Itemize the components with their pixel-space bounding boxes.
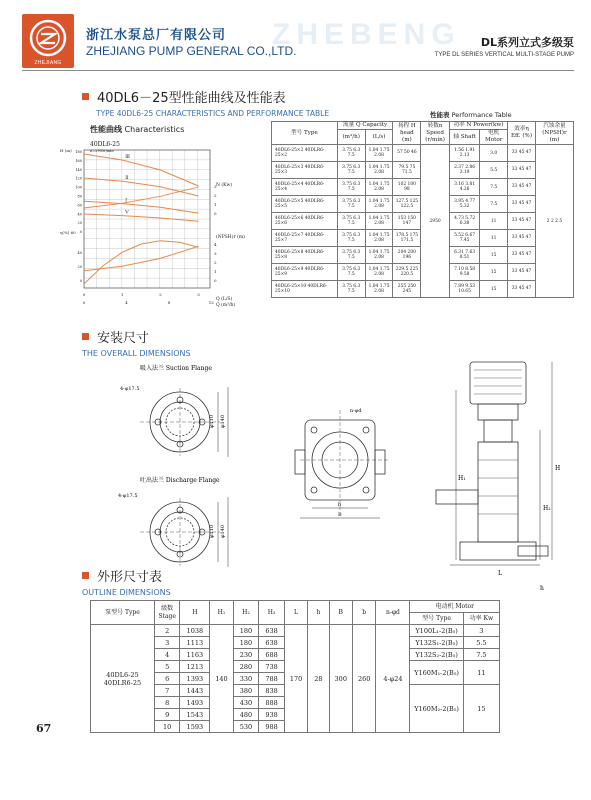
head-tick: 80 <box>77 194 82 199</box>
bullet-icon <box>82 572 89 579</box>
installation-drawings <box>100 360 570 595</box>
dims-cell: 938 <box>259 709 285 721</box>
head-tick: 180 <box>75 150 82 154</box>
perf-cell: 204 200 196 <box>393 247 421 264</box>
perf-cell: 1.04 1.75 2.08 <box>365 230 393 247</box>
perf-cell: 1.04 1.75 2.08 <box>365 281 393 298</box>
npsh-tick: 0 <box>214 278 217 283</box>
section-overall-title <box>82 326 191 358</box>
perf-cell: 5.5 <box>480 162 508 179</box>
dims-header-motor-kw: 功率 Kw <box>463 613 499 625</box>
brand-watermark: ZHEBENG <box>272 18 461 51</box>
perf-cell: 33 45 47 <box>508 145 536 162</box>
perf-cell: 11 <box>480 213 508 230</box>
dims-cell: 6 <box>154 673 180 685</box>
x-tick-m3h: 8 <box>167 300 171 305</box>
dims-cell: 180 <box>233 625 259 637</box>
dim-b-label: b <box>338 502 342 508</box>
power-tick: 1 <box>214 202 217 207</box>
axis-label-q-m3h: Q (m³/h) <box>216 303 236 308</box>
dims-cell: 988 <box>259 721 285 733</box>
dims-header-b: b <box>352 601 375 625</box>
eff-tick: 0 <box>79 279 82 283</box>
perf-cell: 7.10 8.58 9.58 <box>449 264 479 281</box>
perf-cell: 7.5 <box>480 179 508 196</box>
perf-cell: 3.75 6.3 7.5 <box>337 281 365 298</box>
dims-header-H1: H₁ <box>210 601 233 625</box>
chart-subtitle: n=2900r/min <box>90 149 114 153</box>
power-tick: 2 <box>214 193 217 198</box>
logo-subtitle: ZHEJIANG <box>34 60 62 66</box>
dims-cell: 140 <box>210 625 233 733</box>
dims-cell: 1543 <box>180 709 210 721</box>
perf-cell: 40DL6-25×3 40DLR6-25×3 <box>272 162 338 179</box>
dims-cell: 10 <box>154 721 180 733</box>
perf-cell: 4.73 5.72 6.38 <box>449 213 479 230</box>
dims-cell: 3 <box>154 637 180 649</box>
perf-cell: 33 45 47 <box>508 264 536 281</box>
dims-cell: 230 <box>233 649 259 661</box>
dim-H1-label: H₁ <box>458 475 466 482</box>
dims-cell: 638 <box>259 625 285 637</box>
head-tick: 140 <box>75 167 82 172</box>
perf-cell: 5.52 6.67 7.45 <box>449 230 479 247</box>
dims-header-type: 泵型号 Type <box>91 601 155 625</box>
section-title-en: TYPE 40DL6-25 CHARACTERISTICS AND PERFORMANCE TABLE <box>96 109 330 118</box>
discharge-bolt-spec: 4-φ17.5 <box>118 493 138 499</box>
perf-cell: 40DL6-25×6 40DLR6-25×6 <box>272 213 338 230</box>
perf-cell: 1.04 1.75 2.08 <box>365 196 393 213</box>
perf-cell: 40DL6-25×2 40DLR6-25×2 <box>272 145 338 162</box>
dims-cell: 1593 <box>180 721 210 733</box>
curve-label: Ⅴ <box>125 209 129 216</box>
npsh-tick: 1 <box>214 269 217 274</box>
section-title-cn: 外形尺寸表 <box>97 570 163 585</box>
dims-cell: 3 <box>463 625 499 637</box>
dims-cell: 180 <box>233 637 259 649</box>
perf-cell: 3.0 <box>480 145 508 162</box>
dims-cell: 838 <box>259 685 285 697</box>
perf-cell: 2.37 2.86 3.19 <box>449 162 479 179</box>
chart-text <box>60 141 245 308</box>
series-title-cn: DL系列立式多级泵 <box>480 36 574 49</box>
head-tick: 60 <box>77 203 82 208</box>
perf-cell: 40DL6-25×8 40DLR6-25×8 <box>272 247 338 264</box>
dims-cell: 638 <box>259 637 285 649</box>
dims-cell: 688 <box>259 649 285 661</box>
discharge-dim-140: φ140 <box>220 524 226 538</box>
perf-cell: 40DL6-25×10 40DLR6-25×10 <box>272 281 338 298</box>
perf-cell: 127.5 125 122.5 <box>393 196 421 213</box>
dims-header-B: B <box>329 601 352 625</box>
perf-cell: 57 50 46 <box>393 145 421 162</box>
power-tick: 3 <box>214 184 217 189</box>
dims-table-body <box>91 625 500 733</box>
dims-cell: 530 <box>233 721 259 733</box>
bullet-icon <box>82 93 89 100</box>
head-tick: 160 <box>75 158 82 163</box>
outline-dimensions-table <box>90 600 500 733</box>
axis-label-q-ls: Q (L/S) <box>216 297 233 302</box>
axis-label-eta: η(%) 60 <box>60 230 76 235</box>
perf-cell: 15 <box>480 281 508 298</box>
npsh-tick: 4 <box>214 242 217 247</box>
dim-B-label: B <box>338 512 342 518</box>
perf-cell: 255 250 245 <box>393 281 421 298</box>
section-title-cn: 安装尺寸 <box>97 331 150 346</box>
curve-label: Ⅰ <box>125 197 128 204</box>
head-curve-2 <box>84 201 199 213</box>
eff-tick: 40 <box>77 251 82 255</box>
perf-cell: 7.89 9.53 10.65 <box>449 281 479 298</box>
dims-header-motor-type: 型号 Type <box>410 613 463 625</box>
dims-header-motor: 电动机 Motor <box>410 601 500 613</box>
dims-cell: 430 <box>233 697 259 709</box>
perf-cell: 15 <box>480 264 508 281</box>
npsh-tick: 2 <box>214 260 217 265</box>
bullet-icon <box>82 333 89 340</box>
perf-cell: 40DL6-25×7 40DLR6-25×7 <box>272 230 338 247</box>
dims-header-H3: H₃ <box>259 601 285 625</box>
axis-label-N: N (Kw) <box>216 183 233 188</box>
dims-cell: Y132S₂-2(B₅) <box>410 649 463 661</box>
perf-cell: 33 45 47 <box>508 179 536 196</box>
dims-cell: Y132S₁-2(B₅) <box>410 637 463 649</box>
dims-cell: 1213 <box>180 661 210 673</box>
perf-cell: 15 <box>480 247 508 264</box>
dims-header-H2: H₂ <box>233 601 259 625</box>
perf-table-label <box>430 110 512 119</box>
suction-flange-label: 吸入法兰 Suction Flange <box>140 365 212 372</box>
dims-cell: Y100L₁-2(B₅) <box>410 625 463 637</box>
x-tick-m3h: 0 <box>82 300 86 305</box>
x-tick-ls: 0 <box>82 292 86 297</box>
pump-base-plan-view <box>295 410 390 518</box>
perf-cell: 79.5 75 71.5 <box>393 162 421 179</box>
perf-cell: 3.75 6.3 7.5 <box>337 213 365 230</box>
dims-cell: 7.5 <box>463 649 499 661</box>
dims-header-h: h <box>308 601 329 625</box>
perf-table-label-en: Performance Table <box>451 111 512 119</box>
x-tick-ls: 2 <box>159 292 162 297</box>
axis-label-npsh: (NPSH)r (m) <box>216 235 245 240</box>
head-curve-1 <box>84 178 199 196</box>
perf-table-row <box>272 145 574 162</box>
section-title-cn: 40DL6－25型性能曲线及性能表 <box>97 91 286 106</box>
perf-cell: 3.75 6.3 7.5 <box>337 247 365 264</box>
perf-header-speed: 转数n Speed (r/min) <box>421 122 450 145</box>
dims-cell: 738 <box>259 661 285 673</box>
eff-tick: 20 <box>77 265 82 269</box>
dims-cell: 2 <box>154 625 180 637</box>
series-title-en: TYPE DL SERIES VERTICAL MULTI-STAGE PUMP <box>434 52 574 58</box>
section-outline-title <box>82 565 171 597</box>
perf-cell: 33 45 47 <box>508 162 536 179</box>
perf-cell: 1.04 1.75 2.08 <box>365 247 393 264</box>
perf-cell: 3.75 6.3 7.5 <box>337 162 365 179</box>
dims-cell: 788 <box>259 673 285 685</box>
perf-cell: 3.75 6.3 7.5 <box>337 264 365 281</box>
dims-cell: 280 <box>233 661 259 673</box>
perf-cell: 33 45 47 <box>508 247 536 264</box>
chart-title: 40DL6-25 <box>90 141 120 148</box>
company-name-en: ZHEJIANG PUMP GENERAL CO.,LTD. <box>86 44 297 58</box>
discharge-flange-label: 吐出法兰 Discharge Flange <box>140 477 220 484</box>
perf-header-motor: 电机 Motor <box>480 130 508 145</box>
dims-cell: 888 <box>259 697 285 709</box>
perf-cell: 1.56 1.91 2.13 <box>449 145 479 162</box>
perf-header-capacity: 流量 Q Capacity <box>337 122 393 130</box>
dims-cell: Y160M₂-2(B₅) <box>410 685 463 733</box>
logo-emblem-icon <box>28 18 68 58</box>
company-name-cn: 浙江水泵总厂有限公司 <box>86 28 227 43</box>
base-bolt-spec: n-φd <box>350 408 362 414</box>
suction-dim-110: φ110 <box>209 414 215 428</box>
perf-header-eff: 效率η Eff. (%) <box>508 122 536 145</box>
dims-cell: Y160M₁-2(B₅) <box>410 661 463 685</box>
head-curve-0 <box>84 154 199 186</box>
dims-header-nd: n-φd <box>376 601 410 625</box>
dim-H-label: H <box>555 465 561 472</box>
perf-cell: 33 45 47 <box>508 196 536 213</box>
dims-cell: 1038 <box>180 625 210 637</box>
perf-header-shaft: 轴 Shaft <box>449 130 479 145</box>
perf-table-label-cn: 性能表 <box>430 111 450 119</box>
head-tick: 40 <box>77 212 82 217</box>
dim-H2-label: H₂ <box>543 505 551 512</box>
x-tick-ls: 3 <box>197 292 200 297</box>
power-tick: 0 <box>214 211 217 216</box>
perf-cell: 11 <box>480 230 508 247</box>
dims-cell: 9 <box>154 709 180 721</box>
perf-cell: 102 100 98 <box>393 179 421 196</box>
x-tick-m3h: 12 <box>208 300 214 305</box>
perf-cell: 229.5 225 220.5 <box>393 264 421 281</box>
perf-header-power: 功率 N Power(kw) <box>449 122 507 130</box>
dims-cell: 300 <box>329 625 352 733</box>
dims-cell: 11 <box>463 661 499 685</box>
x-tick-m3h: 4 <box>125 300 128 305</box>
perf-cell: 3.95 4.77 5.32 <box>449 196 479 213</box>
section-performance-title <box>82 86 329 118</box>
curve-label: Ⅱ <box>125 175 129 182</box>
perf-cell: 7.5 <box>480 196 508 213</box>
perf-header-head: 扬程 H head (m) <box>393 122 421 145</box>
section-title-en: OUTLINE DIMENSIONS <box>82 588 171 597</box>
performance-table <box>271 121 574 298</box>
npsh-tick: 3 <box>214 251 217 256</box>
perf-cell: 40DL6-25×4 40DLR6-25×4 <box>272 179 338 196</box>
header-divider <box>22 70 574 71</box>
perf-cell: 1.04 1.75 2.08 <box>365 162 393 179</box>
dims-cell: 330 <box>233 673 259 685</box>
dims-cell: 1443 <box>180 685 210 697</box>
dims-cell: 4-φ24 <box>376 625 410 733</box>
perf-table-body <box>272 145 574 298</box>
perf-cell: 33 45 47 <box>508 213 536 230</box>
dims-cell: 40DL6-25 40DLR6-25 <box>91 625 155 733</box>
power-curve <box>84 187 199 208</box>
dims-cell: 15 <box>463 685 499 733</box>
perf-cell: 1.04 1.75 2.08 <box>365 179 393 196</box>
characteristics-label <box>90 124 184 135</box>
x-tick-ls: 1 <box>120 292 124 297</box>
head-tick: 0 <box>79 230 82 235</box>
discharge-dim-110: φ110 <box>209 524 215 538</box>
perf-cell: 40DL6-25×9 40DLR6-25×9 <box>272 264 338 281</box>
dims-cell: 260 <box>352 625 375 733</box>
perf-cell: 2950 <box>421 145 450 298</box>
perf-cell: 33 45 47 <box>508 230 536 247</box>
dims-cell: 28 <box>308 625 329 733</box>
dims-cell: 170 <box>284 625 307 733</box>
dims-table-row <box>91 625 500 637</box>
dims-cell: 5 <box>154 661 180 673</box>
head-curve-3 <box>84 214 199 221</box>
dims-cell: 1393 <box>180 673 210 685</box>
perf-cell: 6.31 7.63 8.51 <box>449 247 479 264</box>
suction-bolt-spec: 4-φ17.5 <box>120 386 140 392</box>
perf-cell: 3.75 6.3 7.5 <box>337 196 365 213</box>
perf-cell: 33 45 47 <box>508 281 536 298</box>
perf-cell: 1.04 1.75 2.08 <box>365 145 393 162</box>
perf-header-ls: (L/s) <box>365 130 393 145</box>
perf-cell: 1.04 1.75 2.08 <box>365 264 393 281</box>
perf-cell: 3.16 3.81 4.26 <box>449 179 479 196</box>
axis-label-H: H (m) <box>60 148 72 153</box>
page-number: 67 <box>36 722 52 735</box>
performance-chart <box>60 138 268 308</box>
dims-cell: 1493 <box>180 697 210 709</box>
perf-header-type: 型号 Type <box>272 122 338 145</box>
perf-header-m3h: (m³/h) <box>337 130 365 145</box>
perf-cell: 3.75 6.3 7.5 <box>337 230 365 247</box>
head-tick: 20 <box>77 221 82 226</box>
section-title-en: THE OVERALL DIMENSIONS <box>82 349 191 358</box>
dim-h-label: h <box>540 585 544 592</box>
dims-cell: 480 <box>233 709 259 721</box>
perf-cell: 3.75 6.3 7.5 <box>337 145 365 162</box>
dims-cell: 380 <box>233 685 259 697</box>
perf-cell: 3.75 6.3 7.5 <box>337 179 365 196</box>
characteristics-label-cn: 性能曲线 <box>90 125 122 134</box>
characteristics-label-en: Characteristics <box>124 125 185 134</box>
chart-grid <box>84 150 210 288</box>
dims-cell: 1163 <box>180 649 210 661</box>
dims-header-stage: 级数 Stage <box>154 601 180 625</box>
company-logo <box>22 14 74 68</box>
suction-dim-140: φ140 <box>220 414 226 428</box>
page-header <box>22 14 574 70</box>
curve-label: Ⅲ <box>125 154 131 160</box>
perf-cell: 153 150 147 <box>393 213 421 230</box>
perf-cell: 178.5 175 171.5 <box>393 230 421 247</box>
dims-header-L: L <box>284 601 307 625</box>
dims-cell: 4 <box>154 649 180 661</box>
perf-cell: 40DL6-25×5 40DLR6-25×5 <box>272 196 338 213</box>
perf-cell: 1.04 1.75 2.08 <box>365 213 393 230</box>
head-tick: 100 <box>75 185 82 190</box>
perf-cell: 2 2 2.5 <box>535 145 573 298</box>
dims-cell: 8 <box>154 697 180 709</box>
dims-header-H: H <box>180 601 210 625</box>
pump-elevation-view <box>436 362 552 565</box>
perf-header-npsh: 汽蚀余量 (NPSH)r (m) <box>535 122 573 145</box>
dim-L-label: L <box>498 570 502 577</box>
dims-cell: 7 <box>154 685 180 697</box>
dims-cell: 1113 <box>180 637 210 649</box>
head-tick: 120 <box>75 176 82 181</box>
dims-cell: 5.5 <box>463 637 499 649</box>
